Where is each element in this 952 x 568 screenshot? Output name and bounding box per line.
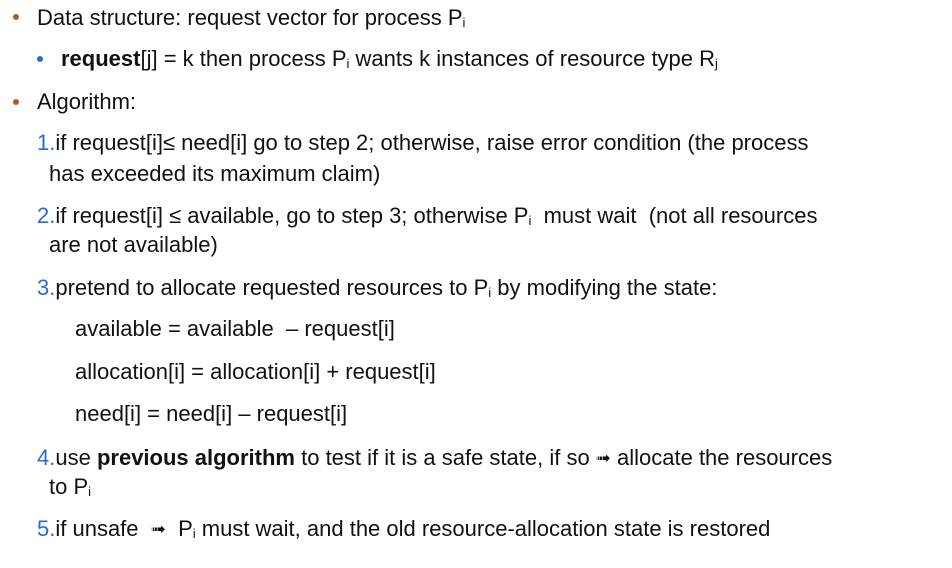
bullet-icon [13,14,19,20]
sub-bullet-text: wants k instances of resource type R [349,46,716,71]
equation-allocation: allocation[i] = allocation[i] + request[i] [75,359,436,384]
step-number: 1. [37,130,56,155]
subscript: i [528,213,532,228]
step-4-line-1 [37,444,832,472]
right-arrow-icon: ➟ [595,448,611,468]
step-text: use [55,445,97,470]
step-text: must wait, and the old resource-allocation state is restored [195,516,771,541]
subscript: j [715,56,718,71]
bullet-text: Data structure: request vector for process P [37,5,463,30]
subscript: i [346,56,350,71]
step-text: to test if it is a safe state, if so [295,445,596,470]
step-text: P [165,516,193,541]
subscript: i [488,285,492,300]
subscript: i [88,484,92,499]
bold-term: request [61,46,141,71]
right-arrow-icon: ➟ [150,519,166,539]
algorithm-heading: Algorithm: [37,89,137,114]
subscript: i [462,15,466,30]
step-number: 2. [37,203,56,228]
step-1-line-2: has exceeded its maximum claim) [49,161,381,186]
step-number: 5. [37,516,56,541]
step-number: 3. [37,275,56,300]
step-5-line-1 [37,515,770,543]
subscript: i [192,526,196,541]
step-number: 4. [37,445,56,470]
step-2-line-2: are not available) [49,232,218,257]
step-text: by modifying the state: [491,275,718,300]
step-text: must wait (not all resources [531,203,818,228]
step-text: pretend to allocate requested resources to P [55,275,489,300]
step-2-line-1 [37,202,817,230]
step-4-line-2 [49,473,91,501]
bold-term: previous algorithm [96,445,295,470]
bullet-data-structure [37,4,465,32]
step-3-line-1 [37,274,717,302]
bullet-icon [13,99,19,105]
sub-bullet-icon [37,56,43,62]
step-text: to P [49,474,89,499]
step-text: allocate the resources [610,445,833,470]
step-text: if unsafe [55,516,151,541]
step-1-line-1 [37,129,808,157]
step-text: if request[i]≤ need[i] go to step 2; otherwise, raise error condition (the process [55,130,809,155]
equation-need: need[i] = need[i] – request[i] [75,401,348,426]
sub-bullet-request [61,45,718,73]
sub-bullet-text: [j] = k then process P [140,46,347,71]
equation-available: available = available – request[i] [75,316,395,341]
step-text: if request[i] ≤ available, go to step 3; otherwise P [55,203,529,228]
